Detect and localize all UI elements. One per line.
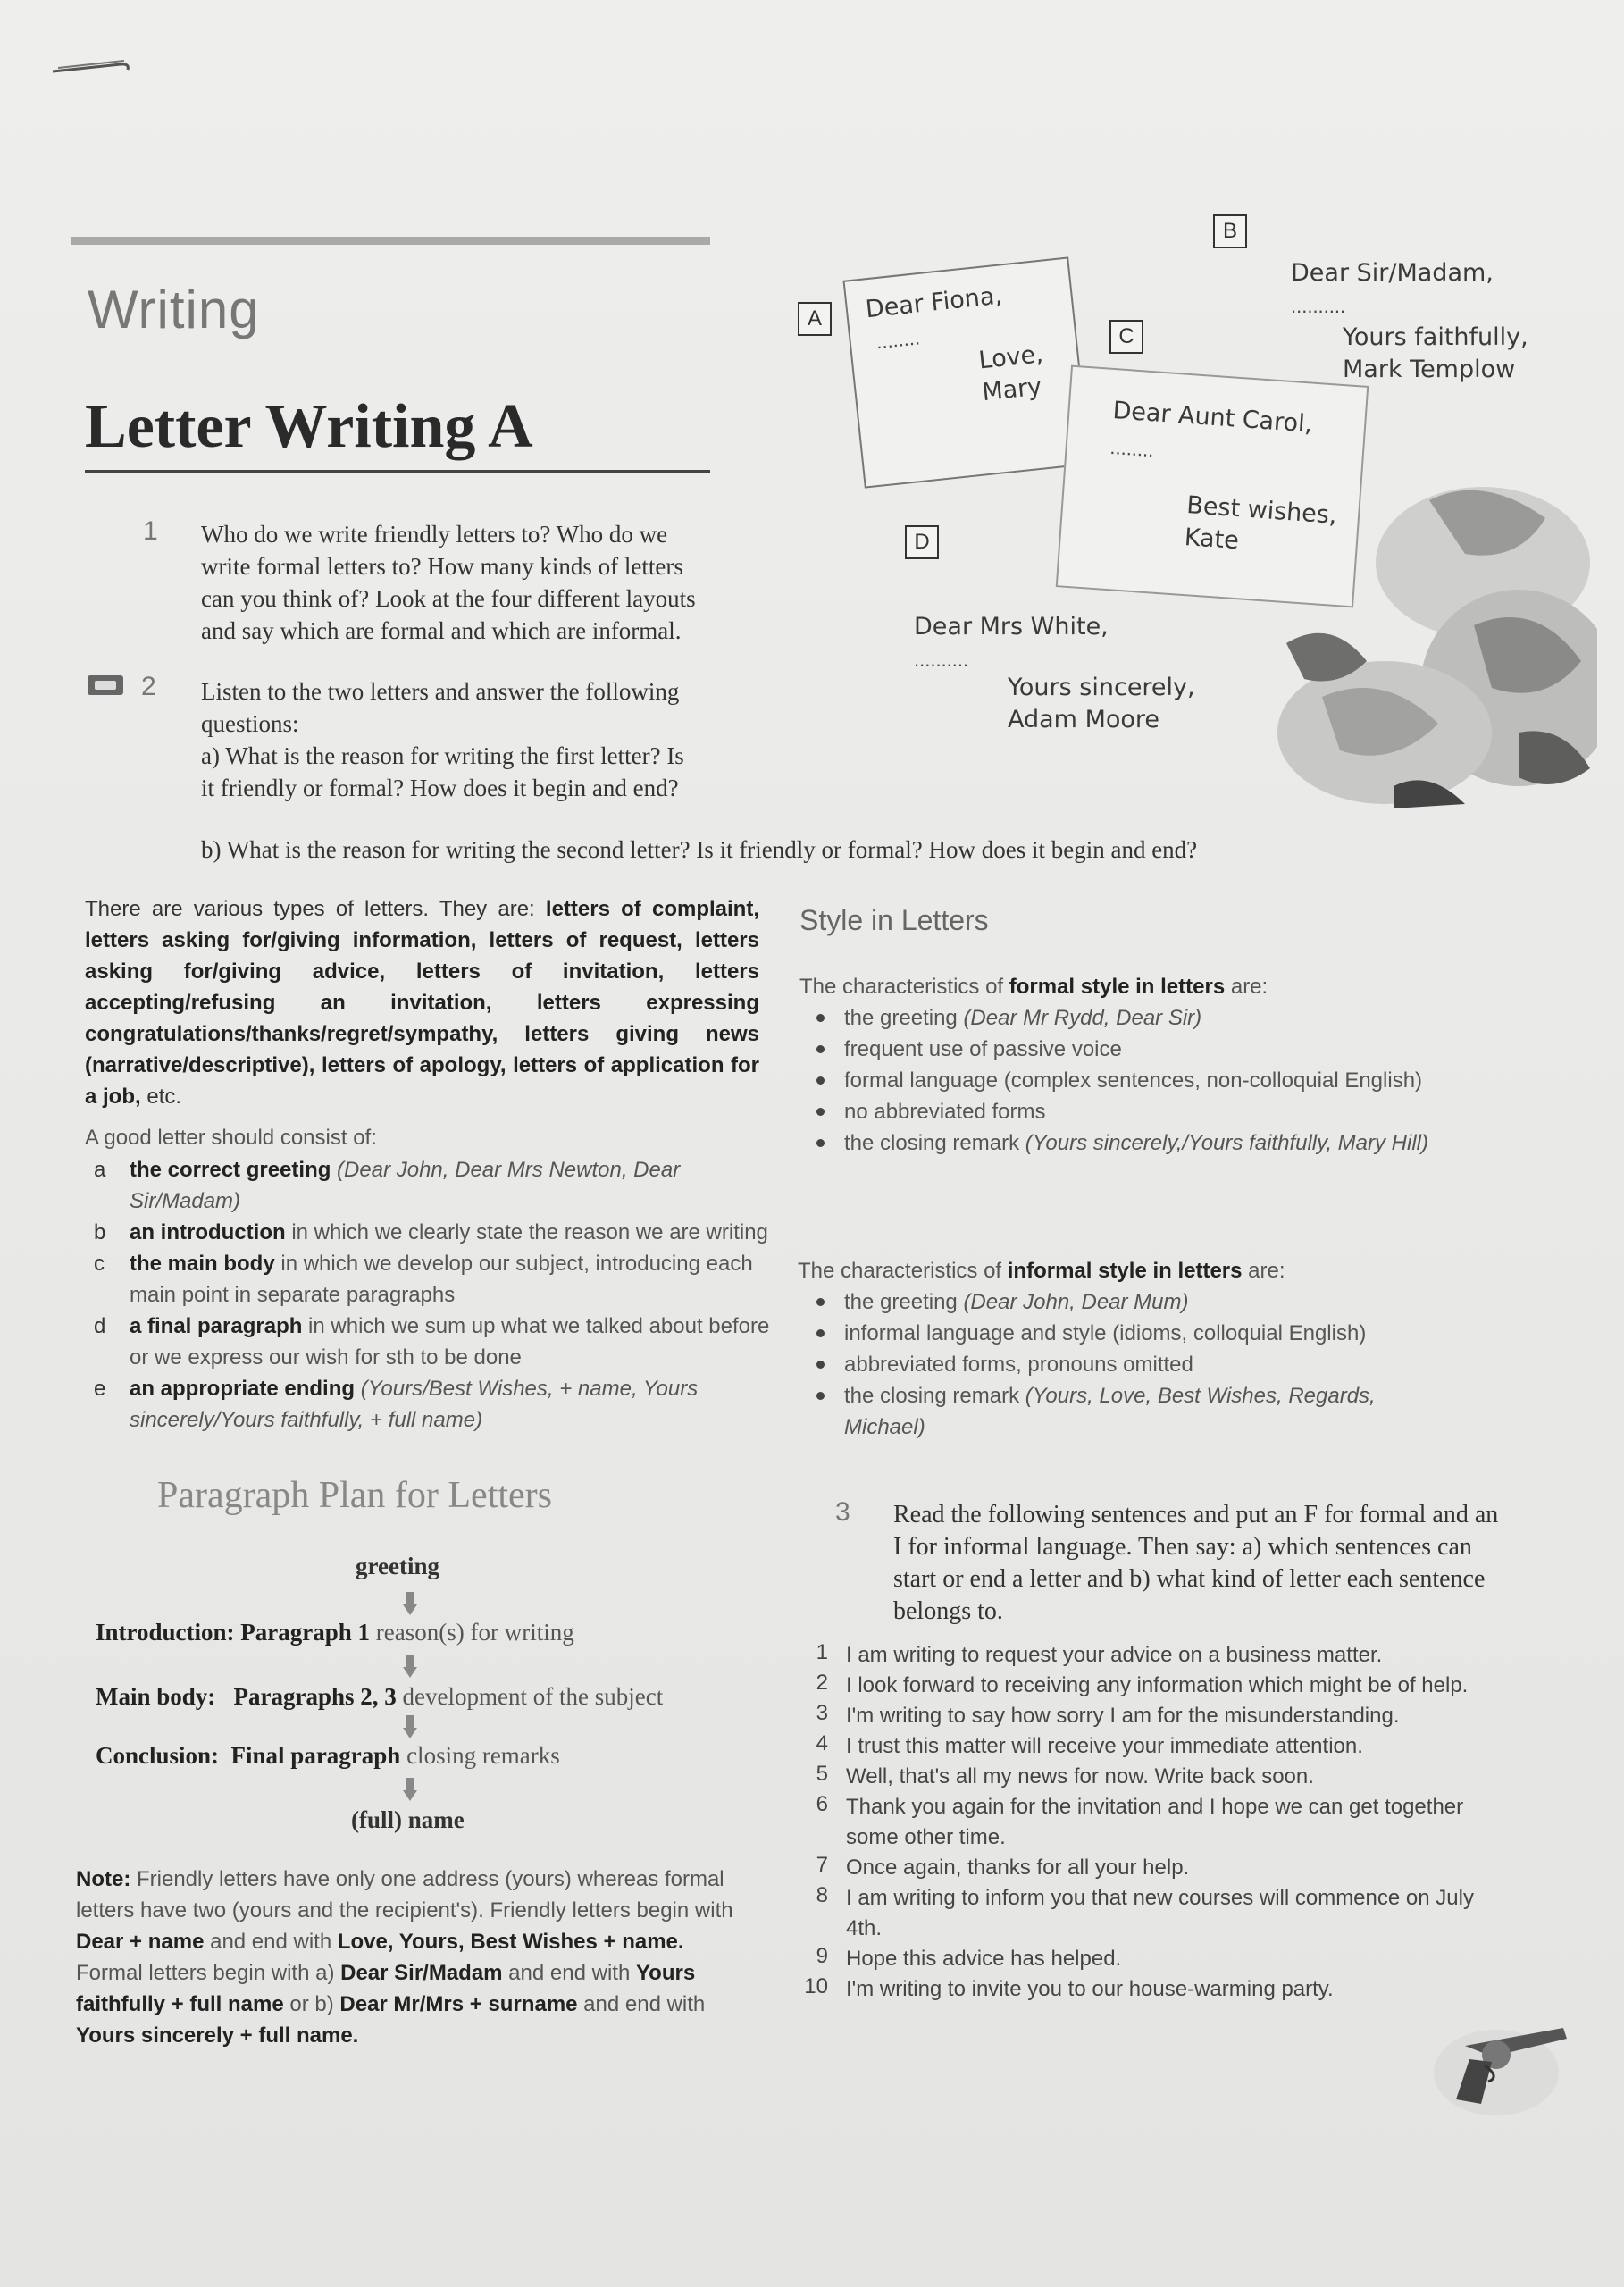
- formal-lead-text: The characteristics of: [799, 975, 1009, 999]
- plan-full-name: (full) name: [351, 1806, 465, 1833]
- plan-intro-bold: Paragraph 1: [240, 1619, 371, 1646]
- arrow-down-icon: [403, 1715, 417, 1738]
- sentence-item: [799, 1883, 1496, 1944]
- letter-a-label: A: [798, 302, 832, 336]
- letter-a-dots: ........: [875, 326, 921, 354]
- sentence-item: [799, 1731, 1496, 1762]
- question-2-text: Listen to the two letters and answer the following questions:: [201, 678, 680, 737]
- sentence-item: [799, 1944, 1496, 1974]
- sentence-item: [799, 1640, 1496, 1671]
- consist-letter: e: [94, 1377, 106, 1401]
- consist-letter: c: [94, 1252, 105, 1276]
- plan-concl-bold: Final paragraph: [230, 1742, 401, 1769]
- consist-rest: in which we develop our subject, introducing each main point in separate paragraphs: [130, 1252, 753, 1307]
- letter-d-closing: Yours sincerely,: [1008, 674, 1195, 701]
- informal-lead-text: The characteristics of: [798, 1259, 1008, 1283]
- note-bold-3: Dear Sir/Madam: [340, 1961, 503, 1985]
- formal-list: [813, 1002, 1510, 1159]
- consist-bold: an appropriate ending: [130, 1377, 356, 1401]
- bullet-icon: [816, 1392, 825, 1400]
- informal-item: [813, 1318, 1510, 1349]
- consist-rest: (Dear John, Dear Mrs Newton, Dear Sir/Madam): [130, 1158, 681, 1213]
- consist-bold: the main body: [130, 1252, 275, 1276]
- informal-lead-tail: are:: [1242, 1259, 1285, 1283]
- plan-body-label: Main body:: [96, 1683, 216, 1710]
- letter-a-greeting: Dear Fiona,: [864, 281, 1004, 324]
- sentence-number: 10: [804, 1974, 828, 1998]
- informal-lead: [798, 1255, 1285, 1286]
- informal-item-text: abbreviated forms, pronouns omitted: [844, 1353, 1193, 1377]
- consist-item: [94, 1217, 773, 1248]
- formal-item-italic: (Dear Mr Rydd, Dear Sir): [963, 1006, 1202, 1030]
- note-bold-6: Yours sincerely + full name.: [76, 2023, 359, 2048]
- consist-letter: d: [94, 1314, 106, 1338]
- title-underline: [85, 470, 710, 473]
- consist-item: [94, 1154, 773, 1217]
- roses-illustration: [1251, 465, 1597, 808]
- letter-c-name: Kate: [1183, 524, 1240, 556]
- note-text-3: Formal letters begin with a): [76, 1961, 341, 1985]
- letter-b-name: Mark Templow: [1343, 356, 1516, 383]
- sentence-number: 4: [816, 1731, 828, 1755]
- letter-a-name: Mary: [980, 373, 1043, 407]
- informal-lead-bold: informal style in letters: [1007, 1259, 1243, 1283]
- consist-bold: an introduction: [130, 1220, 286, 1244]
- letter-types-paragraph: [85, 893, 759, 1112]
- formal-item-text: the greeting: [844, 1006, 964, 1030]
- sentence-number: 7: [816, 1853, 828, 1877]
- letter-types-etc: etc.: [140, 1085, 182, 1109]
- consist-rest: (Yours/Best Wishes, + name, Yours sincerely/Yours faithfully, + full name): [130, 1377, 699, 1432]
- plan-main-body: [96, 1683, 663, 1711]
- plan-intro-rest: reason(s) for writing: [370, 1619, 574, 1646]
- formal-lead-tail: are:: [1225, 975, 1268, 999]
- sentence-number: 8: [816, 1883, 828, 1907]
- note-text-5: or b): [283, 1992, 340, 2016]
- sentence-text: Well, that's all my news for now. Write back soon.: [846, 1764, 1314, 1789]
- sentence-item: [799, 1974, 1496, 2005]
- letter-d-dots: ..........: [914, 649, 969, 671]
- letter-c-label: C: [1109, 320, 1143, 354]
- letter-types-list: letters of complaint, letters asking for/giving information, letters of request, letters asking for/giving advice, letters of invitation, letters accepting/refusing an invitation, letters expressing congratulations/thanks/regret/sympathy, letters giving news (narrative/descriptive), letters of apology, letters of application for a job,: [85, 897, 759, 1109]
- sentence-text: I trust this matter will receive your immediate attention.: [846, 1734, 1363, 1758]
- note-text-1: Friendly letters have only one address (yours) whereas formal letters have two (yours and the recipient's). Friendly letters begin with: [76, 1867, 733, 1923]
- consist-list: [94, 1154, 773, 1436]
- plan-concl-rest: closing remarks: [400, 1742, 560, 1769]
- sentence-text: I am writing to request your advice on a business matter.: [846, 1643, 1383, 1667]
- formal-item-italic: (Yours sincerely,/Yours faithfully, Mary Hill): [1025, 1131, 1428, 1155]
- formal-item-text: frequent use of passive voice: [844, 1037, 1122, 1061]
- formal-item: [813, 1065, 1510, 1096]
- consist-lead: A good letter should consist of:: [85, 1126, 377, 1150]
- sentence-number: 5: [816, 1762, 828, 1786]
- consist-rest: in which we sum up what we talked about before or we express our wish for sth to be done: [130, 1314, 770, 1370]
- letter-types-lead: There are various types of letters. They are:: [85, 897, 546, 921]
- question-2b-text: b) What is the reason for writing the second letter? Is it friendly or formal? How does it begin and end?: [201, 836, 1198, 863]
- plan-greeting: greeting: [356, 1553, 439, 1579]
- letter-d-label: D: [905, 525, 939, 559]
- informal-list: [813, 1286, 1510, 1443]
- consist-rest: in which we clearly state the reason we are writing: [285, 1220, 768, 1244]
- note-paragraph: [76, 1864, 755, 2051]
- letter-b-greeting: Dear Sir/Madam,: [1291, 259, 1494, 287]
- bullet-icon: [816, 1045, 825, 1053]
- note-bold-1: Dear + name: [76, 1930, 205, 1954]
- bullet-icon: [816, 1298, 825, 1306]
- question-2-number: 2: [141, 672, 156, 701]
- sentence-item: [799, 1701, 1496, 1731]
- informal-item: [813, 1380, 1510, 1443]
- sentence-item: [799, 1762, 1496, 1792]
- formal-item: [813, 1002, 1510, 1034]
- sentence-text: I am writing to inform you that new courses will commence on July 4th.: [846, 1886, 1474, 1940]
- plan-concl-label: Conclusion:: [96, 1742, 220, 1769]
- sentence-number: 1: [816, 1640, 828, 1664]
- consist-item: [94, 1248, 773, 1311]
- bullet-icon: [816, 1329, 825, 1337]
- consist-item: [94, 1373, 773, 1436]
- consist-bold: the correct greeting: [130, 1158, 331, 1182]
- letter-a-closing: Love,: [977, 340, 1045, 375]
- informal-item: [813, 1286, 1510, 1318]
- consist-bold: a final paragraph: [130, 1314, 303, 1338]
- question-1-number: 1: [143, 516, 158, 546]
- sentence-number: 2: [816, 1671, 828, 1695]
- paragraph-plan-heading: Paragraph Plan for Letters: [157, 1475, 553, 1516]
- exercise-3-sentence-list: [799, 1640, 1496, 2005]
- letter-b-closing: Yours faithfully,: [1343, 323, 1528, 351]
- sentence-number: 3: [816, 1701, 828, 1725]
- formal-item-text: the closing remark: [844, 1131, 1025, 1155]
- sentence-number: 6: [816, 1792, 828, 1816]
- formal-item: [813, 1034, 1510, 1065]
- sentence-number: 9: [816, 1944, 828, 1968]
- plan-introduction: [96, 1619, 574, 1646]
- note-bold-2: Love, Yours, Best Wishes + name.: [337, 1930, 684, 1954]
- formal-item-text: no abbreviated forms: [844, 1100, 1046, 1124]
- revolver-illustration: [1429, 2010, 1572, 2117]
- consist-letter: a: [94, 1158, 106, 1182]
- plan-conclusion: [96, 1742, 560, 1770]
- letter-c-closing: Best wishes,: [1185, 491, 1338, 530]
- formal-lead-bold: formal style in letters: [1009, 975, 1226, 999]
- formal-item: [813, 1096, 1510, 1127]
- note-bold-4: Yours faithfully + full name: [76, 1961, 696, 2016]
- exercise-3-instructions: Read the following sentences and put an F for formal and an I for informal language. Then say: a) which sentences can start or end a letter and b) what kind of letter each sentence belongs to.: [893, 1501, 1499, 1625]
- sentence-text: Once again, thanks for all your help.: [846, 1856, 1190, 1880]
- formal-lead: [799, 971, 1268, 1002]
- bullet-icon: [816, 1076, 825, 1085]
- question-1-text: Who do we write friendly letters to? Who do we write formal letters to? How many kinds of letters can you think of? Look at the four different layouts and say which are formal and which are informal.: [201, 521, 696, 644]
- sentence-text: Hope this advice has helped.: [846, 1947, 1122, 1971]
- formal-item: [813, 1127, 1510, 1159]
- note-label: Note:: [76, 1867, 131, 1891]
- sentence-item: [799, 1792, 1496, 1853]
- plan-body-rest: development of the subject: [396, 1683, 664, 1710]
- letter-c-greeting: Dear Aunt Carol,: [1111, 397, 1314, 439]
- consist-item: [94, 1311, 773, 1373]
- arrow-down-icon: [403, 1592, 417, 1615]
- bullet-icon: [816, 1139, 825, 1147]
- sentence-text: I'm writing to say how sorry I am for the misunderstanding.: [846, 1704, 1400, 1728]
- letter-d-name: Adam Moore: [1008, 706, 1160, 733]
- bullet-icon: [816, 1014, 825, 1022]
- plan-body-bold: Paragraphs 2, 3: [233, 1683, 397, 1710]
- sentence-text: Thank you again for the invitation and I hope we can get together some other time.: [846, 1795, 1464, 1849]
- informal-item: [813, 1349, 1510, 1380]
- consist-letter: b: [94, 1220, 106, 1244]
- note-bold-5: Dear Mr/Mrs + surname: [339, 1992, 578, 2016]
- note-text-2: and end with: [204, 1930, 338, 1954]
- note-text-6: and end with: [577, 1992, 706, 2016]
- section-label: Writing: [88, 280, 260, 339]
- sentence-text: I'm writing to invite you to our house-warming party.: [846, 1977, 1334, 2001]
- exercise-3-number: 3: [835, 1497, 850, 1527]
- informal-item-italic: (Yours, Love, Best Wishes, Regards, Michael): [844, 1384, 1376, 1439]
- question-2a-text: a) What is the reason for writing the first letter? Is it friendly or formal? How does it begin and end?: [201, 742, 684, 801]
- paper-clip-icon: [49, 55, 131, 80]
- sentence-item: [799, 1671, 1496, 1701]
- arrow-down-icon: [403, 1655, 417, 1678]
- cassette-icon: [88, 675, 123, 695]
- letter-a-card: [842, 256, 1090, 488]
- bullet-icon: [816, 1108, 825, 1116]
- plan-intro-label: Introduction:: [96, 1619, 235, 1646]
- letter-c-dots: ........: [1109, 435, 1155, 462]
- sentence-item: [799, 1853, 1496, 1883]
- top-rule: [71, 237, 710, 245]
- style-heading: Style in Letters: [799, 904, 989, 936]
- informal-item-text: the closing remark: [844, 1384, 1025, 1408]
- informal-item-text: the greeting: [844, 1290, 964, 1314]
- bullet-icon: [816, 1361, 825, 1369]
- informal-item-italic: (Dear John, Dear Mum): [963, 1290, 1189, 1314]
- letter-b-dots: ..........: [1291, 295, 1346, 317]
- letter-b-label: B: [1213, 214, 1247, 248]
- page-title: Letter Writing A: [85, 392, 533, 461]
- letter-d-greeting: Dear Mrs White,: [914, 613, 1109, 641]
- note-text-4: and end with: [502, 1961, 636, 1985]
- arrow-down-icon: [403, 1778, 417, 1801]
- sentence-text: I look forward to receiving any information which might be of help.: [846, 1673, 1469, 1697]
- formal-item-text: formal language (complex sentences, non-colloquial English): [844, 1068, 1423, 1093]
- informal-item-text: informal language and style (idioms, colloquial English): [844, 1321, 1367, 1345]
